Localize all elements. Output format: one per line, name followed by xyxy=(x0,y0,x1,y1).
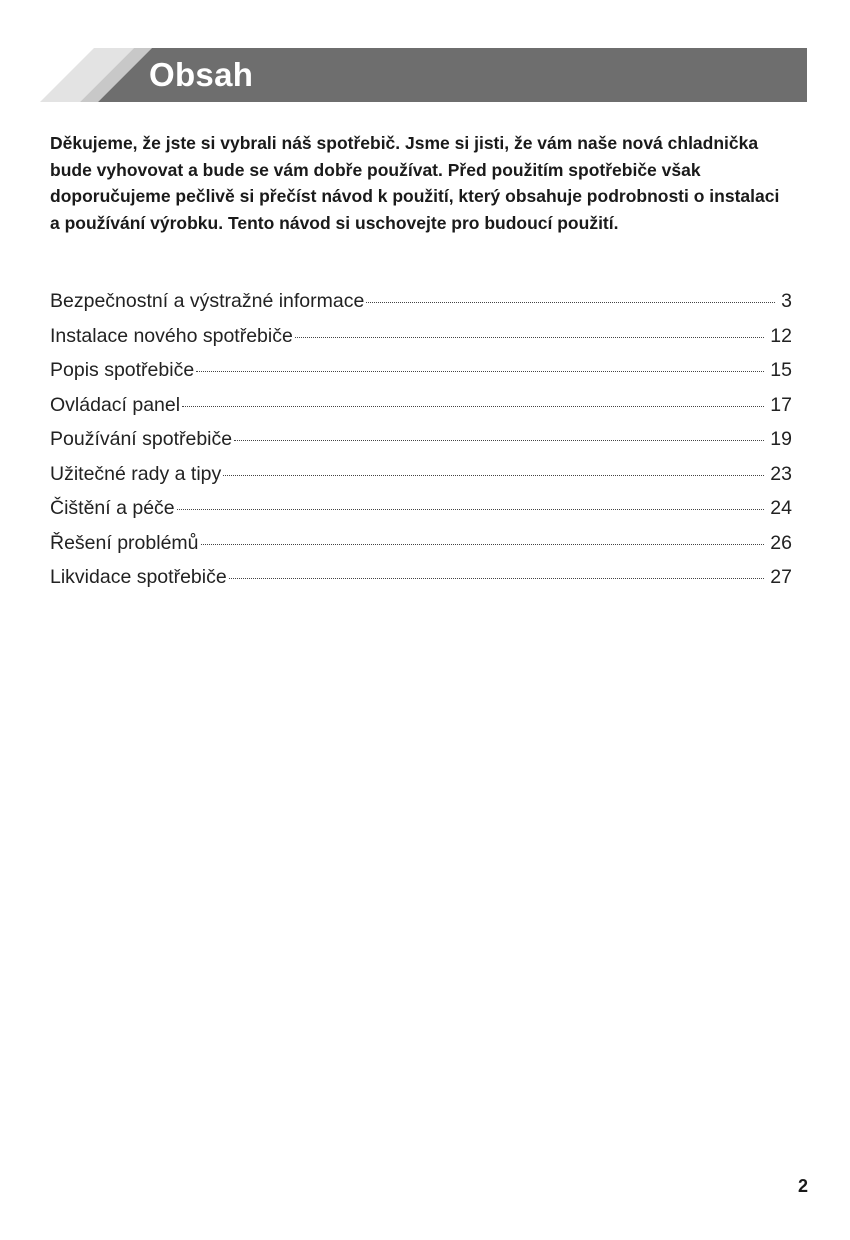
toc-dot-leader xyxy=(177,509,765,510)
toc-dot-leader xyxy=(234,440,764,441)
toc-entry-page: 3 xyxy=(781,290,792,312)
page-number: 2 xyxy=(797,1176,808,1196)
page-title: Obsah xyxy=(149,56,254,93)
toc-entry-page: 12 xyxy=(770,324,792,347)
toc-entry-label: Likvidace spotřebiče xyxy=(50,566,227,588)
toc-entry-label: Bezpečnostní a výstražné informace xyxy=(50,290,365,312)
toc-entry-disposal[interactable] xyxy=(50,566,792,601)
toc-dot-leader xyxy=(201,544,765,545)
toc-dot-leader xyxy=(366,302,775,303)
intro-paragraph: Děkujeme, že jste si vybrali náš spotřebič. Jsme si jisti, že vám naše nová chladnička bude vyhovovat a bude se vám dobře používat. Před použitím spotřebiče však doporučujeme pečlivě si přečíst návod k použití, který obsahuje podrobnosti o instalaci a používání výrobku. Tento návod si uschovejte pro budoucí použití. xyxy=(50,133,780,233)
toc-entry-installation[interactable] xyxy=(50,325,792,360)
toc-entry-label: Užitečné rady a tipy xyxy=(50,462,222,485)
toc-entry-page: 17 xyxy=(770,393,792,416)
toc-entry-troubleshooting[interactable] xyxy=(50,532,792,567)
toc-entry-tips[interactable] xyxy=(50,463,792,498)
toc-entry-label: Instalace nového spotřebiče xyxy=(50,324,293,347)
toc-dot-leader xyxy=(295,337,764,338)
toc-dot-leader xyxy=(229,578,765,579)
toc-entry-label: Popis spotřebiče xyxy=(50,359,195,381)
toc-entry-page: 24 xyxy=(770,497,792,519)
toc-entry-page: 26 xyxy=(770,531,792,554)
toc-entry-label: Používání spotřebiče xyxy=(50,428,233,450)
toc-entry-usage[interactable] xyxy=(50,428,792,463)
toc-entry-control-panel[interactable] xyxy=(50,394,792,429)
toc-entry-page: 15 xyxy=(770,359,792,381)
toc-entry-label: Čištění a péče xyxy=(50,497,175,519)
toc-entry-cleaning[interactable] xyxy=(50,497,792,532)
toc-entry-safety[interactable] xyxy=(50,290,792,325)
toc-dot-leader xyxy=(223,475,764,476)
toc-entry-page: 23 xyxy=(770,462,792,485)
toc-entry-page: 27 xyxy=(770,566,792,588)
toc-entry-label: Řešení problémů xyxy=(50,531,199,554)
toc-dot-leader xyxy=(182,406,764,407)
toc-entry-page: 19 xyxy=(770,428,792,450)
toc-entry-label: Ovládací panel xyxy=(50,393,181,416)
section-header-band xyxy=(40,48,807,102)
table-of-contents xyxy=(50,290,792,601)
toc-dot-leader xyxy=(196,371,764,372)
toc-entry-description[interactable] xyxy=(50,359,792,394)
